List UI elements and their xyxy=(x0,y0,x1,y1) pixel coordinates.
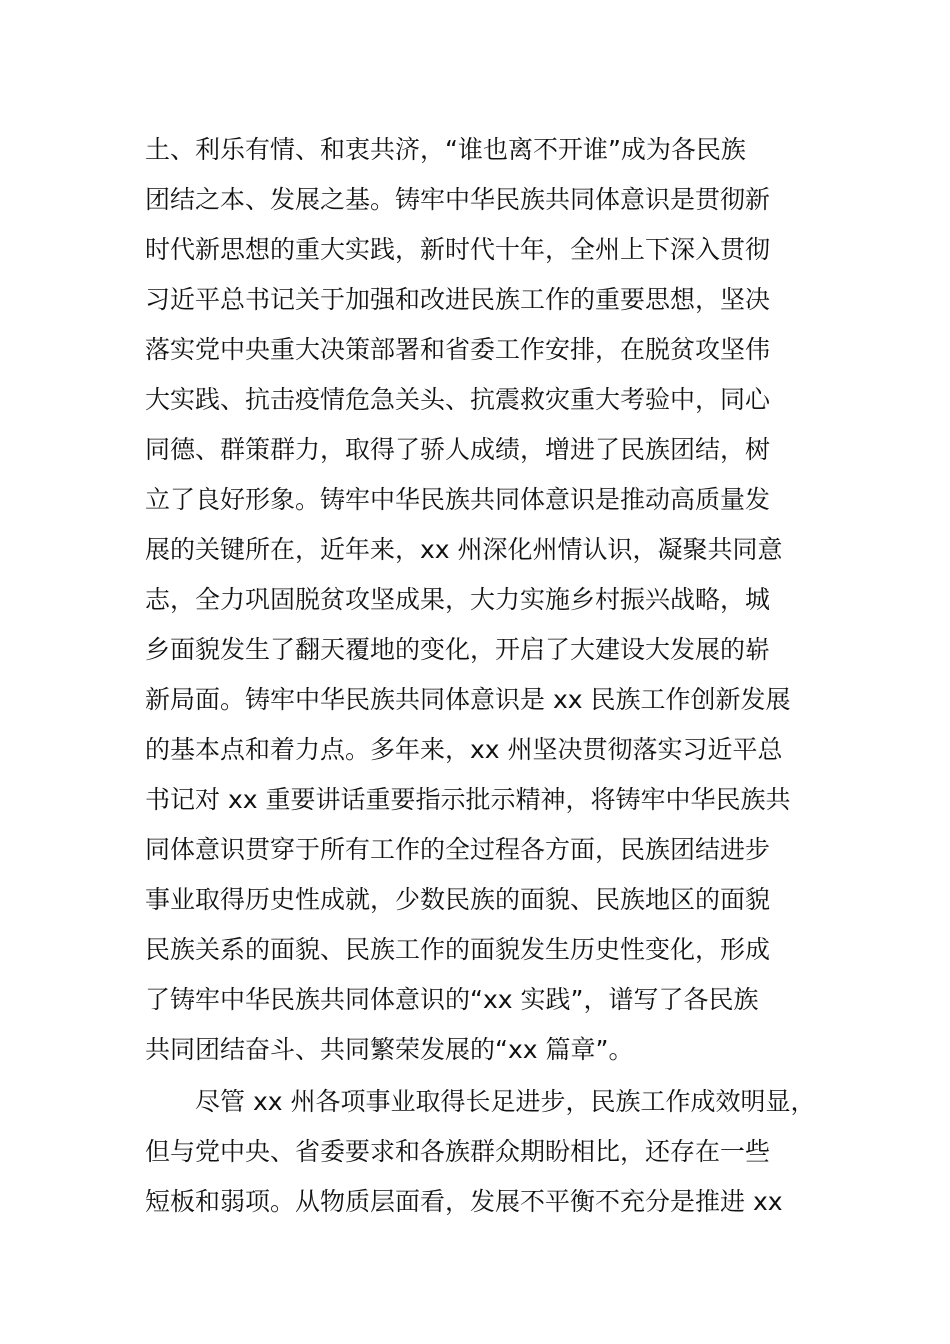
text-line: 乡面貌发生了翻天覆地的变化，开启了大建设大发展的崭 xyxy=(145,635,771,664)
text-line: 立了良好形象。铸牢中华民族共同体意识是推动高质量发 xyxy=(145,485,771,514)
text-line: 但与党中央、省委要求和各族群众期盼相比，还存在一些 xyxy=(145,1137,771,1166)
text-line: 书记对 xx 重要讲话重要指示批示精神，将铸牢中华民族共 xyxy=(145,785,791,814)
text-line: 同德、群策群力，取得了骄人成绩，增进了民族团结，树 xyxy=(145,435,771,464)
text-line: 的基本点和着力点。多年来，xx 州坚决贯彻落实习近平总 xyxy=(145,735,783,764)
text-line: 了铸牢中华民族共同体意识的“xx 实践”，谱写了各民族 xyxy=(145,985,759,1014)
text-line: 同体意识贯穿于所有工作的全过程各方面，民族团结进步 xyxy=(145,835,771,864)
text-line: 共同团结奋斗、共同繁荣发展的“xx 篇章”。 xyxy=(145,1035,634,1064)
text-line: 短板和弱项。从物质层面看，发展不平衡不充分是推进 xx xyxy=(145,1187,783,1216)
document-body xyxy=(145,125,845,1227)
text-line: 尽管 xx 州各项事业取得长足进步，民族工作成效明显， xyxy=(195,1087,816,1116)
paragraph-1 xyxy=(145,125,845,1075)
text-line: 习近平总书记关于加强和改进民族工作的重要思想，坚决 xyxy=(145,285,771,314)
text-line: 落实党中央重大决策部署和省委工作安排，在脱贫攻坚伟 xyxy=(145,335,771,364)
text-line: 新局面。铸牢中华民族共同体意识是 xx 民族工作创新发展 xyxy=(145,685,791,714)
text-line: 土、利乐有情、和衷共济，“谁也离不开谁”成为各民族 xyxy=(145,135,746,164)
text-line: 民族关系的面貌、民族工作的面貌发生历史性变化，形成 xyxy=(145,935,771,964)
text-line: 展的关键所在，近年来，xx 州深化州情认识，凝聚共同意 xyxy=(145,535,783,564)
text-line: 大实践、抗击疫情危急关头、抗震救灾重大考验中，同心 xyxy=(145,385,771,414)
text-line: 时代新思想的重大实践，新时代十年，全州上下深入贯彻 xyxy=(145,235,771,264)
text-line: 志，全力巩固脱贫攻坚成果，大力实施乡村振兴战略，城 xyxy=(145,585,771,614)
text-line: 团结之本、发展之基。铸牢中华民族共同体意识是贯彻新 xyxy=(145,185,771,214)
paragraph-2 xyxy=(145,1077,845,1227)
text-line: 事业取得历史性成就，少数民族的面貌、民族地区的面貌 xyxy=(145,885,771,914)
